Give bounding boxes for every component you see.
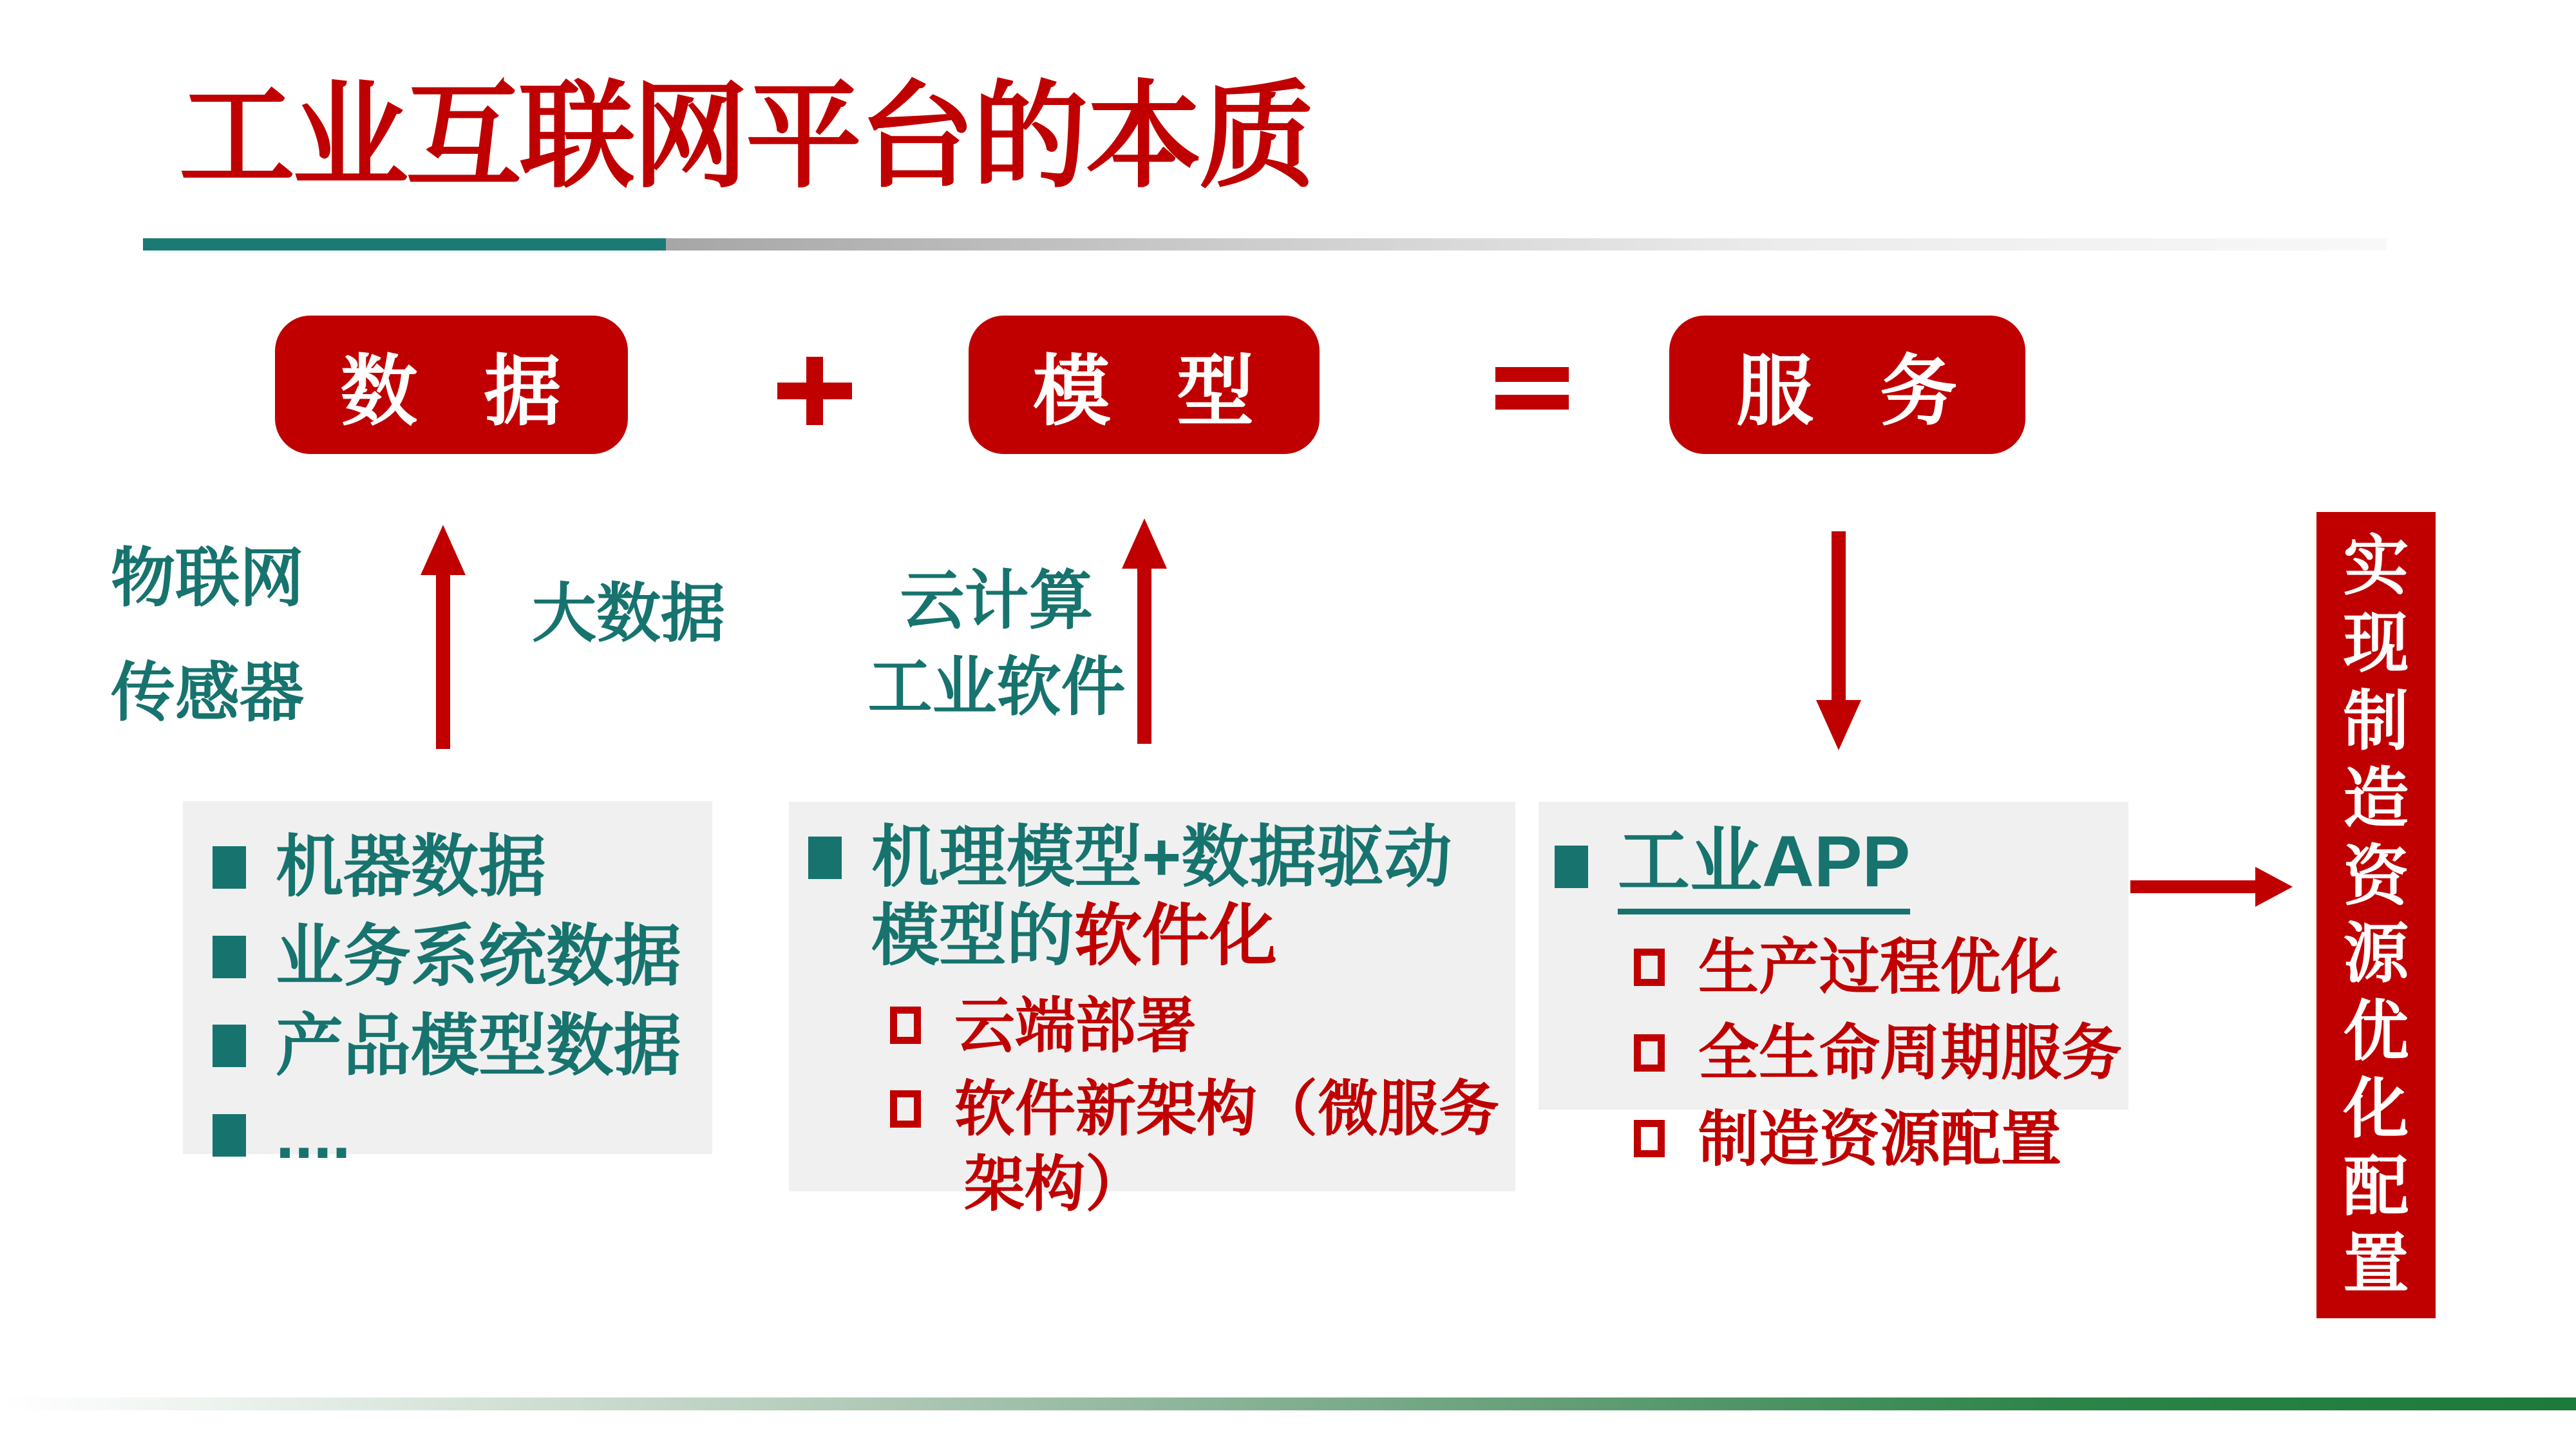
label-sensors: 传感器: [111, 657, 304, 729]
square-bullet-icon: [213, 1025, 246, 1067]
square-bullet-icon: [808, 837, 842, 879]
data-sources-box: [183, 801, 712, 1173]
square-bullet-icon: [1555, 846, 1588, 888]
banner-character: 配: [2343, 1150, 2409, 1224]
arrow-up-data-icon: [421, 525, 466, 749]
list-item-label: ....: [276, 1097, 351, 1173]
arrow-shaft: [436, 575, 450, 749]
sub-list-item: [1634, 1019, 2128, 1086]
arrow-shaft: [1137, 569, 1151, 744]
sub-list-item: [890, 992, 1515, 1059]
sub-list-item: [1634, 934, 2128, 1000]
banner-character: 制: [2343, 684, 2409, 758]
square-bullet-icon: [213, 1114, 246, 1157]
divider-gray-segment: [666, 238, 2387, 251]
list-item: [213, 828, 712, 907]
arrow-shaft: [1832, 531, 1846, 700]
banner-character: 置: [2343, 1227, 2409, 1302]
model-software-box: [789, 802, 1515, 1218]
sub-list-item-label: 生产过程优化: [1698, 933, 2062, 1001]
list-item-label: 业务系统数据: [276, 918, 682, 994]
label-iot: 物联网: [111, 542, 304, 614]
sub-list-item-label: 软件新架构（微服务: [954, 1074, 1500, 1142]
equation-box-model: 模 型: [969, 316, 1320, 454]
label-big-data: 大数据: [532, 578, 725, 650]
sub-list-item-continuation: 架构）: [964, 1150, 1146, 1218]
banner-character: 造: [2343, 762, 2409, 836]
list-item-label: 机器数据: [276, 829, 547, 905]
plus-operator-icon: [777, 357, 852, 425]
list-item: [808, 819, 1515, 897]
banner-character: 现: [2343, 607, 2409, 681]
list-item-label-teal: 模型的: [871, 898, 1075, 974]
list-item-label: 机理模型+数据驱动: [871, 820, 1452, 895]
hollow-square-bullet-icon: [1634, 1034, 1665, 1072]
equation-box-service: 服 务: [1669, 316, 2025, 454]
sub-list-item: [1634, 1106, 2128, 1172]
banner-character: 资: [2343, 839, 2409, 913]
sub-list-item-label: 制造资源配置: [1698, 1104, 2062, 1173]
page-title: 工业互联网平台的本质: [179, 72, 1313, 202]
hollow-square-bullet-icon: [890, 1090, 921, 1128]
arrow-head: [2255, 867, 2293, 907]
sub-list-item-label: 云端部署: [954, 991, 1197, 1059]
banner-character: 实: [2343, 529, 2409, 603]
hollow-square-bullet-icon: [1634, 949, 1665, 986]
sub-list-item: [890, 1075, 1515, 1142]
label-industrial-software: 工业软件: [867, 651, 1126, 723]
equation-box-data: 数 据: [275, 316, 628, 454]
banner-character: 源: [2343, 917, 2409, 991]
hollow-square-bullet-icon: [890, 1007, 921, 1044]
arrow-shaft: [2130, 880, 2255, 893]
list-item-label: 产品模型数据: [276, 1008, 682, 1084]
label-cloud-and-software: [857, 558, 1137, 730]
equals-operator-icon: [1495, 367, 1569, 410]
industrial-app-box: [1539, 802, 2128, 1173]
banner-character: 优: [2343, 994, 2409, 1068]
square-bullet-icon: [213, 846, 246, 889]
divider-teal-segment: [143, 238, 666, 251]
bottom-gradient-bar: [0, 1397, 2576, 1410]
arrow-down-service-icon: [1816, 531, 1861, 750]
banner-character: 化: [2343, 1072, 2409, 1146]
title-divider: [143, 238, 2387, 251]
arrow-right-to-banner-icon: [2130, 867, 2293, 907]
list-item: [213, 1096, 712, 1175]
list-item: [213, 1007, 712, 1086]
list-item: [1555, 820, 2128, 914]
list-item-label-red: 软件化: [1074, 898, 1278, 974]
hollow-square-bullet-icon: [1634, 1120, 1665, 1157]
label-cloud-computing: 云计算: [900, 565, 1094, 637]
arrow-head: [1816, 700, 1861, 750]
arrow-head: [421, 525, 466, 575]
square-bullet-icon: [213, 936, 246, 978]
industrial-app-heading: 工业APP: [1618, 820, 1910, 914]
list-item: [213, 918, 712, 996]
vertical-goal-banner: [2316, 512, 2436, 1318]
list-item-continuation: [871, 897, 1515, 976]
sub-list-item-label: 全生命周期服务: [1698, 1019, 2123, 1087]
